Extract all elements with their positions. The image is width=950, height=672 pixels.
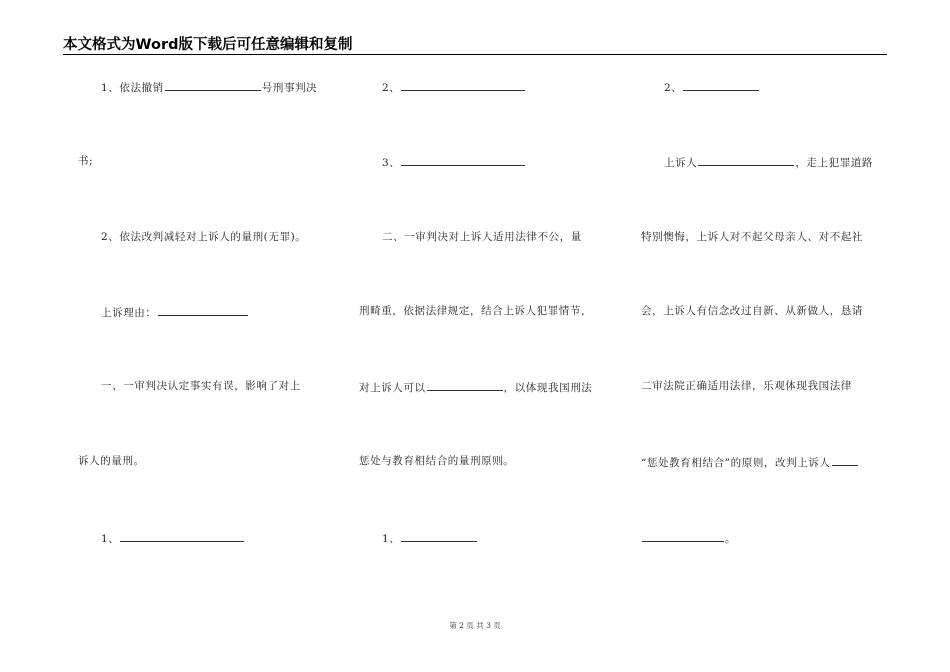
fill-blank[interactable] xyxy=(401,154,525,166)
fill-blank[interactable] xyxy=(698,154,794,166)
text-line: 一、一审判决认定事实有误，影响了对上 xyxy=(101,380,301,392)
text-line: 二审法院正确适用法律，乐观体现我国法律 xyxy=(641,380,852,392)
text-line: 书; xyxy=(78,155,94,167)
text-line: 特别懊悔，上诉人对不起父母亲人、对不起社 xyxy=(641,231,863,243)
text-column-2 xyxy=(355,0,615,672)
text-line: 1、 xyxy=(382,530,478,546)
fill-blank[interactable] xyxy=(158,304,248,316)
text-line: 1、 xyxy=(101,530,245,546)
text-line: 2、 xyxy=(382,79,526,95)
fill-blank[interactable] xyxy=(683,79,759,91)
fill-blank[interactable] xyxy=(427,379,503,391)
text-line: 惩处与教育相结合的量刑原则。 xyxy=(359,455,515,467)
fill-blank[interactable] xyxy=(401,79,525,91)
text-line: 会，上诉人有信念改过自新、从新做人，恳请 xyxy=(641,305,863,317)
fill-blank[interactable] xyxy=(401,530,477,542)
page-number: 第 2 页 共 3 页 xyxy=(449,621,501,630)
text-line: “惩处教育相结合”的原则，改判上诉人 xyxy=(641,454,859,470)
text-line: 。 xyxy=(641,530,736,546)
text-line: 2、依法改判减轻对上诉人的量刑(无罪)。 xyxy=(101,231,307,243)
text-line: 1、依法撤销 号刑事判决 xyxy=(101,79,317,95)
text-line: 上诉理由： xyxy=(101,304,249,320)
text-line: 刑畸重，依据法律规定，结合上诉人犯罪情节， xyxy=(359,305,593,317)
fill-blank[interactable] xyxy=(642,530,724,542)
header-title: 本文格式为Word版下载后可任意编辑和复制 xyxy=(63,37,353,53)
fill-blank[interactable] xyxy=(832,454,858,466)
text-line: 2、 xyxy=(664,79,760,95)
text-line: 诉人的量刑。 xyxy=(78,455,145,467)
fill-blank[interactable] xyxy=(165,79,261,91)
text-line: 3、 xyxy=(382,154,526,170)
text-column-1 xyxy=(70,0,330,672)
text-line: 上诉人 ，走上犯罪道路 xyxy=(664,154,873,170)
text-line: 对上诉人可以 ，以体现我国刑法 xyxy=(359,379,592,395)
fill-blank[interactable] xyxy=(120,530,244,542)
text-line: 二、一审判决对上诉人适用法律不公，量 xyxy=(382,231,582,243)
text-column-3 xyxy=(637,0,897,672)
